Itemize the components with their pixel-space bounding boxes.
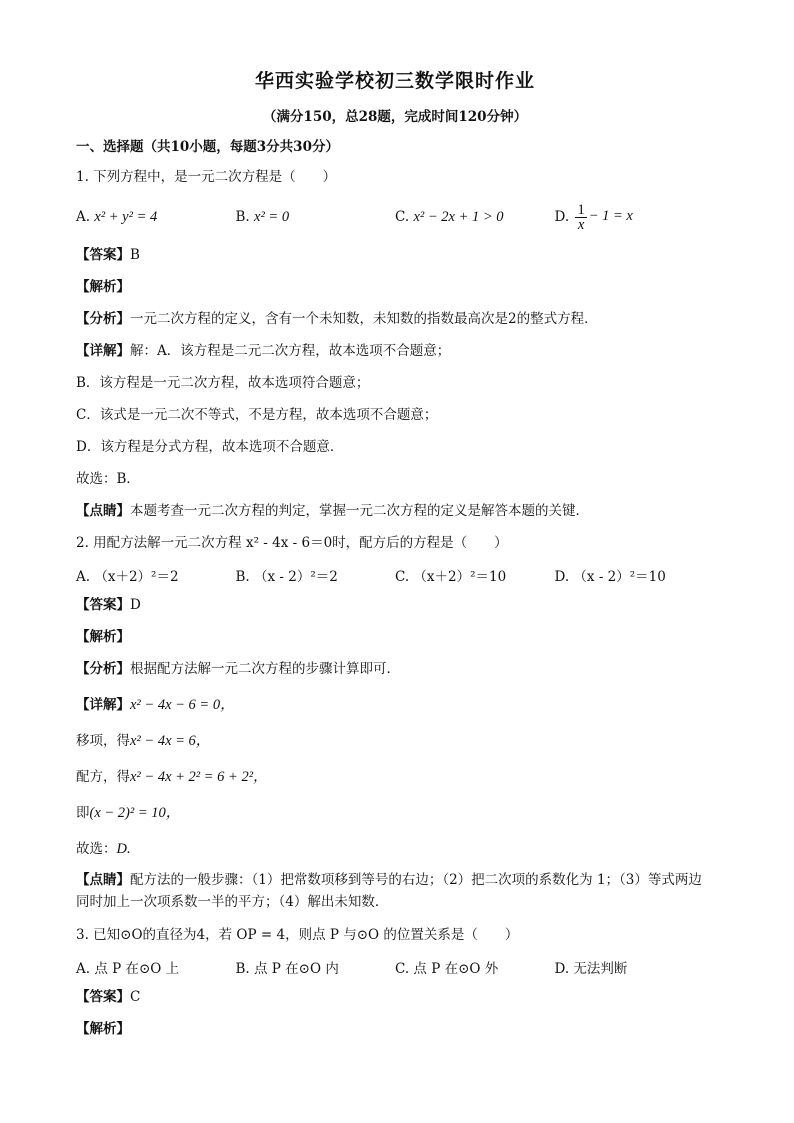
- q1-fenxi-text: 一元二次方程的定义，含有一个未知数，未知数的指数最高次是2的整式方程．: [130, 311, 598, 327]
- q2-analysis: [76, 627, 714, 647]
- q3-answer-value: C: [130, 989, 141, 1005]
- q2-option-d: D. （x - 2）²＝10: [554, 569, 666, 585]
- q2-choose-prefix: 故选：: [76, 841, 117, 857]
- q3-option-b: B. 点 P 在⊙O 内: [235, 961, 339, 977]
- q1-option-c: [395, 209, 555, 226]
- q2-answer-value: D: [130, 597, 141, 613]
- q3-option-c: C. 点 P 在⊙O 外: [395, 961, 499, 977]
- q2-choose: D.: [116, 841, 131, 857]
- q1-option-c-label: C.: [395, 208, 410, 225]
- q2-dianjing-tag: 【点睛】: [76, 872, 130, 888]
- q1-answer-tag: 【答案】: [76, 247, 130, 263]
- q1-line-b: B．该方程是一元二次方程，故本选项符合题意；: [76, 375, 370, 391]
- q1-fenxi-tag: 【分析】: [76, 311, 130, 327]
- q3-stem: 3. 已知⊙O的直径为4，若 OP = 4，则点 P 与⊙O 的位置关系是（ ）: [76, 927, 519, 943]
- q2-option-b: B. （x - 2）²＝2: [235, 569, 338, 585]
- q1-option-b: [236, 209, 396, 226]
- q1-answer: [76, 245, 714, 265]
- q3-option-a: A. 点 P 在⊙O 上: [76, 961, 180, 977]
- q3-options: [76, 953, 714, 981]
- q1-options: [76, 203, 714, 231]
- q2-step4-prefix: 即: [76, 805, 90, 821]
- q2-answer-tag: 【答案】: [76, 597, 130, 613]
- q1-analysis-tag: 【解析】: [76, 279, 130, 295]
- q3-option-d: D. 无法判断: [554, 961, 628, 977]
- q2-option-c: C. （x＋2）²＝10: [395, 569, 507, 585]
- q1-dianjing: [76, 501, 714, 521]
- q1-option-a-expr: x² + y² = 4: [94, 208, 158, 225]
- q2-stem: 2. 用配方法解一元二次方程 x² - 4x - 6＝0时，配方后的方程是（ ）: [76, 535, 508, 551]
- q1-analysis: [76, 277, 714, 297]
- q2-step2-prefix: 移项，得: [76, 733, 130, 749]
- page-subtitle: （满分150，总28题，完成时间120分钟）: [262, 109, 528, 125]
- q2-choose-line: [76, 839, 714, 859]
- q1-xiangjie-text: 解：A．该方程是二元二次方程，故本选项不合题意；: [130, 343, 451, 359]
- q1-xiangjie-tag: 【详解】: [76, 343, 130, 359]
- q2-option-a: A. （x＋2）²＝2: [76, 569, 179, 585]
- q2-options: [76, 561, 714, 589]
- q3-answer: [76, 987, 714, 1007]
- q2-dianjing-text: 配方法的一般步骤：（1）把常数项移到等号的右边；（2）把二次项的系数化为 1；（3）等式两边同时加上一次项系数一半的平方；（4）解出未知数．: [76, 872, 702, 910]
- q1-option-d-rest: − 1 = x: [588, 208, 633, 225]
- q2-step2: x² − 4x = 6，: [130, 733, 211, 749]
- page-title: 华西实验学校初三数学限时作业: [254, 70, 535, 92]
- q2-step3-line: [76, 767, 714, 787]
- q1-option-d-label: D.: [554, 208, 570, 225]
- q1-option-b-expr: x² = 0: [254, 208, 290, 225]
- q1-fenxi: [76, 309, 714, 329]
- q2-xiangjie: [76, 695, 714, 715]
- q1-option-d-denominator: x: [577, 216, 585, 233]
- q1-xiangjie: [76, 341, 714, 361]
- q1-dianjing-tag: 【点睛】: [76, 503, 130, 519]
- q2-fenxi-tag: 【分析】: [76, 661, 130, 677]
- q2-step4-line: [76, 803, 714, 823]
- q1-option-a-label: A.: [76, 208, 91, 225]
- q2-dianjing: [76, 869, 714, 913]
- q2-fenxi: [76, 659, 714, 679]
- q2-answer: [76, 595, 714, 615]
- q2-step3-prefix: 配方，得: [76, 769, 130, 785]
- q1-line-c: C．该式是一元二次不等式，不是方程，故本选项不合题意；: [76, 407, 438, 423]
- section-heading: 一、选择题（共10小题，每题3分共30分）: [76, 139, 339, 155]
- q1-line-d: D．该方程是分式方程，故本选项不合题意．: [76, 439, 344, 455]
- q2-step1: x² − 4x − 6 = 0，: [130, 697, 235, 713]
- q3-analysis: [76, 1019, 714, 1039]
- q1-answer-value: B: [130, 247, 140, 263]
- q3-analysis-tag: 【解析】: [76, 1021, 130, 1037]
- q1-option-c-expr: x² − 2x + 1 > 0: [413, 208, 504, 225]
- q1-stem: 1. 下列方程中，是一元二次方程是（ ）: [76, 169, 337, 185]
- q1-option-d-numerator: 1: [577, 201, 585, 218]
- q2-step4: (x − 2)² = 10，: [89, 805, 181, 821]
- q2-analysis-tag: 【解析】: [76, 629, 130, 645]
- q1-option-d-fraction: [575, 203, 586, 232]
- q2-xiangjie-tag: 【详解】: [76, 697, 130, 713]
- q1-choose: 故选：B．: [76, 471, 140, 487]
- q1-option-b-label: B.: [235, 208, 250, 225]
- q1-option-d: [555, 203, 715, 232]
- q3-answer-tag: 【答案】: [76, 989, 130, 1005]
- q2-fenxi-text: 根据配方法解一元二次方程的步骤计算即可．: [130, 661, 400, 677]
- q1-dianjing-text: 本题考查一元二次方程的判定，掌握一元二次方程的定义是解答本题的关键．: [130, 503, 589, 519]
- q2-step2-line: [76, 731, 714, 751]
- q1-option-a: [76, 209, 236, 226]
- q2-step3: x² − 4x + 2² = 6 + 2²，: [130, 769, 268, 785]
